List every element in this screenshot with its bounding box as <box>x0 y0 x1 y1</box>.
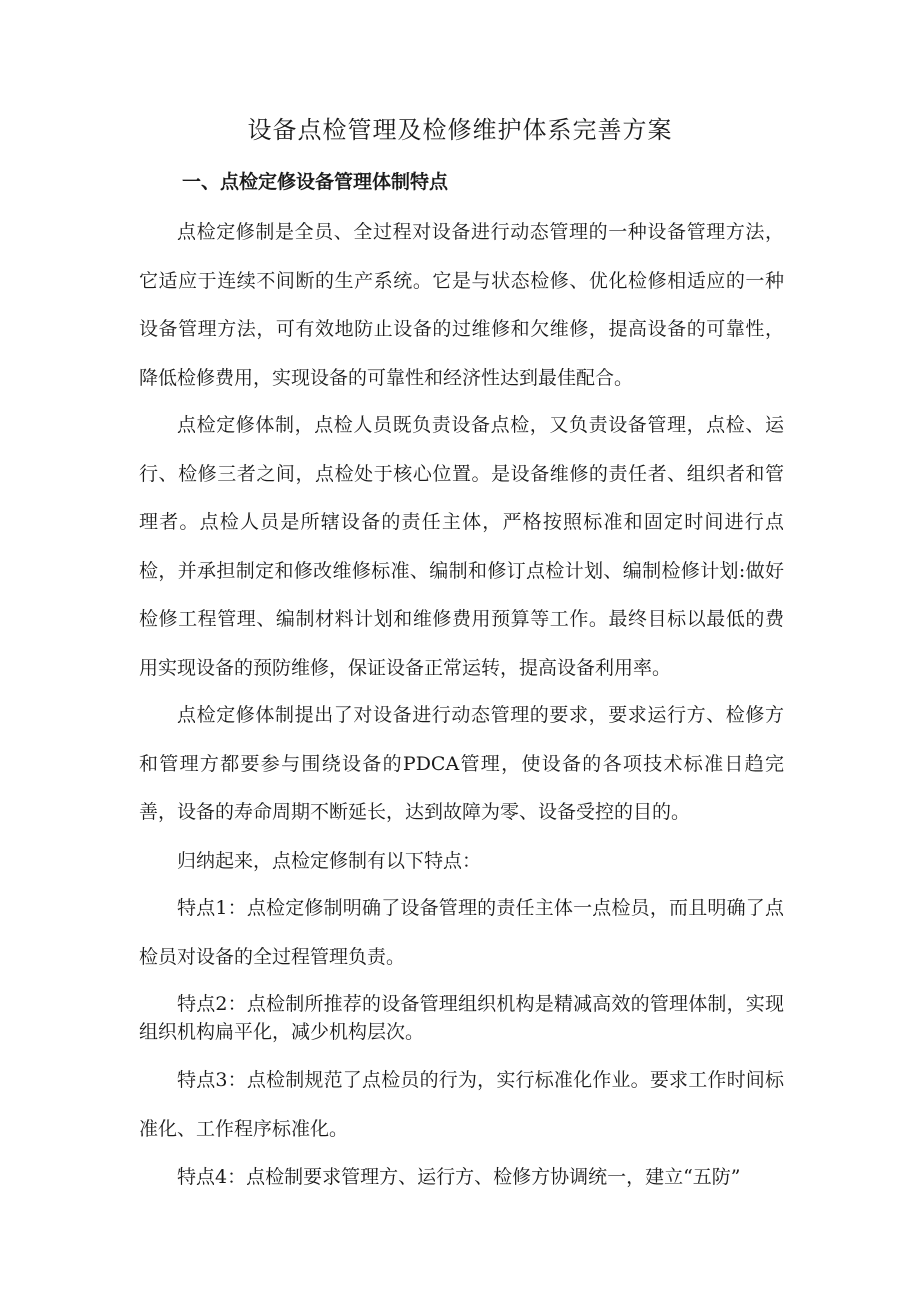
feature-3-text: 点检制规范了点检员的行为，实行标准化作业。要求工作时间标准化、工作程序标准化。 <box>139 1069 784 1140</box>
feature-4-label: 特点4： <box>177 1166 247 1188</box>
paragraph-3: 点检定修体制提出了对设备进行动态管理的要求，要求运行方、检修方和管理方都要参与围绕设备的PDCA管理，使设备的各项技术标准日趋完善，设备的寿命周期不断延长，达到故障为零、设备受控的目的。 <box>139 704 784 823</box>
feature-2-text: 点检制所推荐的设备管理组织机构是精减高效的管理体制，实现组织机构扁平化，减少机构层次。 <box>139 993 784 1043</box>
paragraph-2: 点检定修体制，点检人员既负责设备点检，又负责设备管理，点检、运行、检修三者之间，点检处于核心位置。是设备维修的责任者、组织者和管理者。点检人员是所辖设备的责任主体，严格按照标准和固定时间进行点检，并承担制定和修改维修标准、编制和修订点检计划、编制检修计划:做好检修工程管理、编制材料计划和维修费用预算等工作。最终目标以最低的费用实现设备的预防维修，保证设备正常运转，提高设备利用率。 <box>139 414 784 679</box>
feature-3-label: 特点3： <box>177 1069 247 1091</box>
feature-2 <box>139 990 784 1046</box>
section-heading: 一、点检定修设备管理体制特点 <box>182 171 449 193</box>
document-title: 设备点检管理及检修维护体系完善方案 <box>247 116 673 144</box>
feature-4-text: 点检制要求管理方、运行方、检修方协调统一，建立“五防” <box>246 1166 741 1188</box>
paragraph-4: 归纳起来，点检定修制有以下特点： <box>177 850 482 872</box>
feature-2-label: 特点2： <box>177 993 247 1015</box>
feature-3 <box>139 1056 784 1153</box>
feature-1-text: 点检定修制明确了设备管理的责任主体一点检员，而且明确了点检员对设备的全过程管理负责。 <box>139 897 784 968</box>
feature-1 <box>139 884 784 981</box>
feature-1-label: 特点1： <box>177 897 247 919</box>
paragraph-1: 点检定修制是全员、全过程对设备进行动态管理的一种设备管理方法，它适应于连续不间断的生产系统。它是与状态检修、优化检修相适应的一种设备管理方法，可有效地防止设备的过维修和欠维修，提高设备的可靠性，降低检修费用，实现设备的可靠性和经济性达到最佳配合。 <box>139 221 784 389</box>
feature-4 <box>139 1153 784 1202</box>
